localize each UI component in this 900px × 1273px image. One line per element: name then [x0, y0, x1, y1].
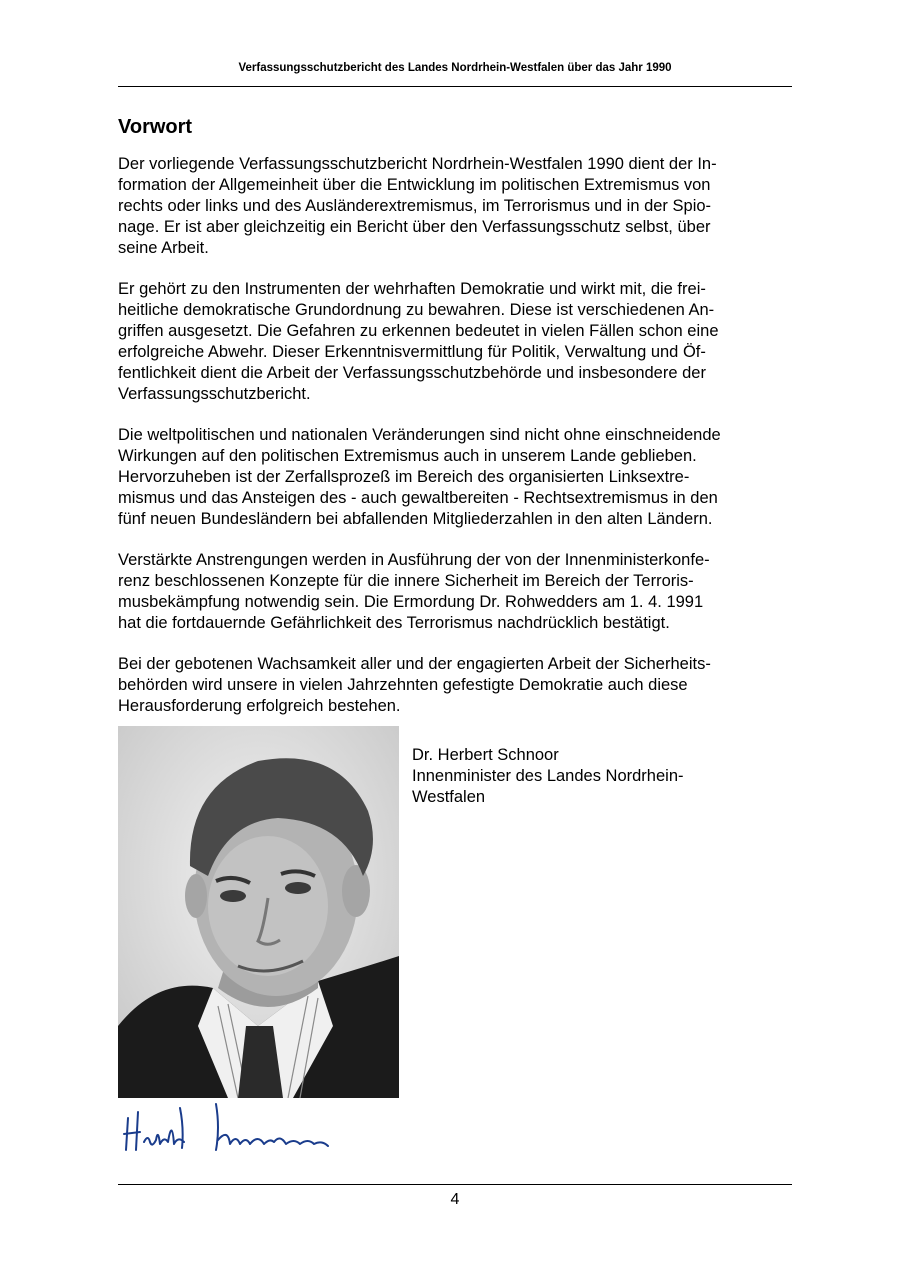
paragraph-2: Er gehört zu den Instrumenten der wehrhaften Demokratie und wirkt mit, die frei- heitliche demokratische Grundordnung zu bewahren. Diese ist verschiedenen An- griffen ausgesetzt. Die Gefahren zu erkennen bedeutet in vielen Fällen schon eine erfolgreiche Abwehr. Dieser Erkenntnisvermittlung für Politik, Verwaltung und Öf- fentlichkeit dient die Arbeit der Verfassungsschutzbehörde und insbesondere der Verfassungsschutzbericht.	[118, 280, 719, 403]
paragraph-5: Bei der gebotenen Wachsamkeit aller und der engagierten Arbeit der Sicherheits- behörden wird unsere in vielen Jahrzehnten gefestigte Demokratie auch diese Herausforderung erfolgreich bestehen.	[118, 655, 711, 715]
foreword-body	[118, 154, 794, 737]
header-rule	[118, 86, 792, 87]
author-role-line-1: Innenminister des Landes Nordrhein-	[412, 767, 684, 785]
paragraph-1: Der vorliegende Verfassungsschutzbericht Nordrhein-Westfalen 1990 dient der In- formation der Allgemeinheit über die Entwicklung im politischen Extremismus von rechts oder links und des Ausländerextremismus, im Terrorismus und in der Spio- nage. Er ist aber gleichzeitig ein Bericht über den Verfassungsschutz selbst, über seine Arbeit.	[118, 155, 717, 257]
portrait-photo-icon	[118, 726, 399, 1098]
page-number: 4	[450, 1191, 460, 1208]
signature-icon	[118, 1098, 348, 1158]
paragraph-4: Verstärkte Anstrengungen werden in Ausführung der von der Innenministerkonfe- renz beschlossenen Konzepte für die innere Sicherheit im Bereich der Terroris- musbekämpfung notwendig sein. Die Ermordung Dr. Rohwedders am 1. 4. 1991 hat die fortdauernde Gefährlichkeit des Terrorismus nachdrücklich bestätigt.	[118, 551, 710, 632]
running-header: Verfassungsschutzbericht des Landes Nordrhein-Westfalen über das Jahr 1990	[238, 62, 672, 74]
page-title: Vorwort	[118, 116, 193, 138]
footer-rule	[118, 1184, 792, 1185]
author-name: Dr. Herbert Schnoor	[412, 746, 559, 764]
author-role-line-2: Westfalen	[412, 788, 486, 806]
paragraph-3: Die weltpolitischen und nationalen Veränderungen sind nicht ohne einschneidende Wirkungen auf den politischen Extremismus auch in unserem Lande geblieben. Hervorzuheben ist der Zerfallsprozeß im Bereich des organisierten Linksextre- mismus und das Ansteigen des - auch gewaltbereiten - Rechtsextremismus in den fünf neuen Bundesländern bei abfallenden Mitgliederzahlen in den alten Ländern.	[118, 426, 721, 528]
author-block	[412, 745, 684, 808]
